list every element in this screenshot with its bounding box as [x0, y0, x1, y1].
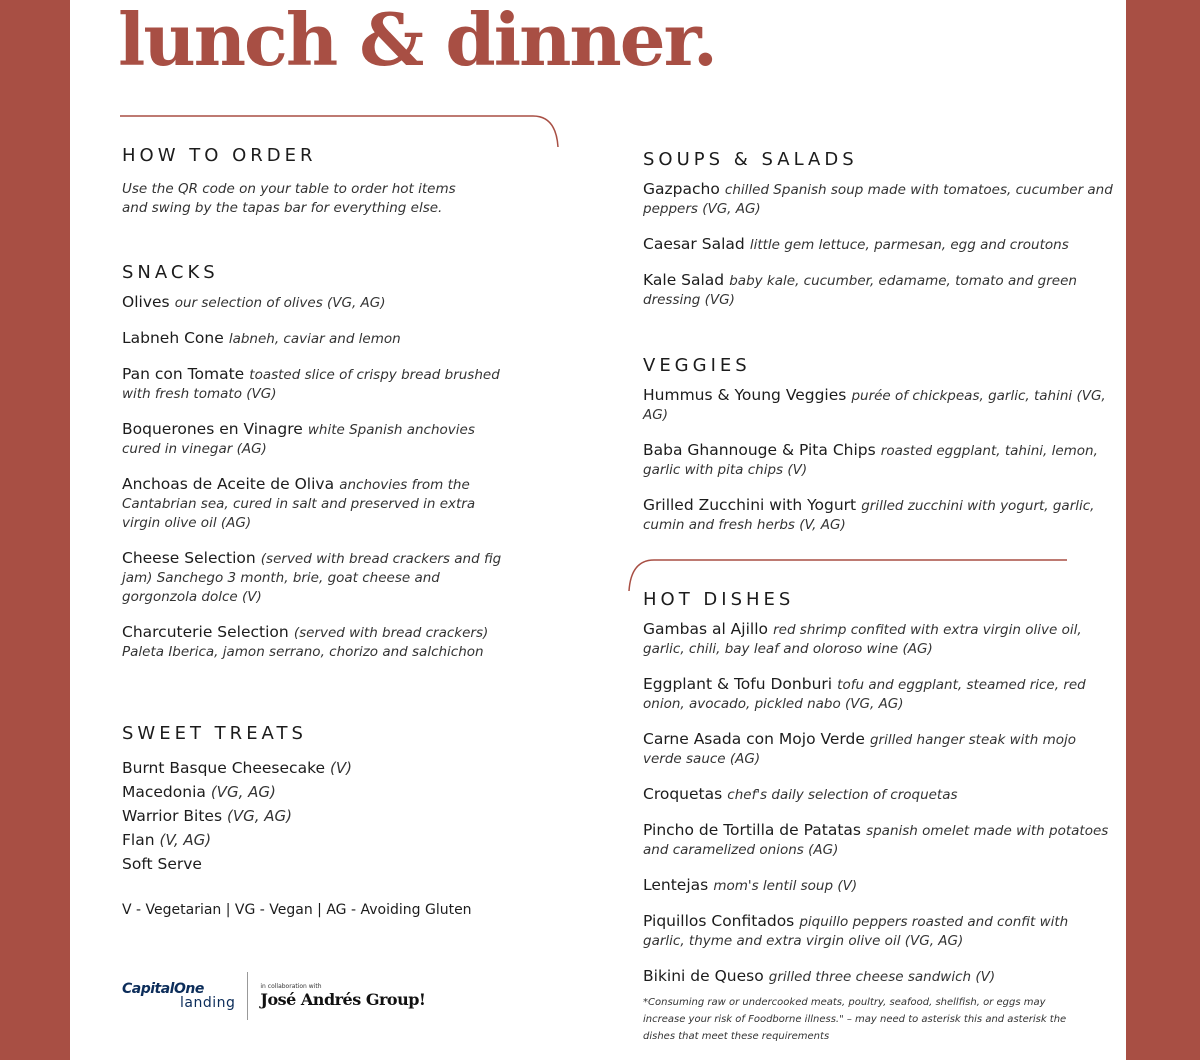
item-name: Piquillos Confitados [643, 912, 795, 930]
divider-arc-top [118, 113, 563, 149]
item-name: Kale Salad [643, 271, 725, 289]
menu-item [643, 386, 1113, 424]
menu-item [122, 756, 502, 780]
how-to-order-line: Use the QR code on your table to order hot items [122, 181, 456, 197]
section-heading: SWEET TREATS [122, 723, 307, 744]
item-name: Burnt Basque Cheesecake [122, 759, 326, 777]
item-desc: chilled Spanish soup made with tomatoes, cucumber and peppers (VG, AG) [643, 182, 1113, 217]
item-desc: anchovies from the Cantabrian sea, cured in salt and preserved in extra virgin olive oil (AG) [122, 477, 476, 531]
item-name: Labneh Cone [122, 329, 224, 347]
menu-item [122, 420, 502, 458]
item-desc: mom's lentil soup (V) [713, 878, 858, 894]
item-name: Caesar Salad [643, 235, 745, 253]
item-name: Gambas al Ajillo [643, 620, 768, 638]
veggies-section [643, 355, 1113, 534]
dietary-legend: V - Vegetarian | VG - Vegan | AG - Avoiding Gluten [122, 902, 472, 918]
menu-item [122, 828, 502, 852]
section-heading: HOT DISHES [643, 589, 795, 610]
item-name: Croquetas [643, 785, 723, 803]
item-desc: (V, AG) [159, 831, 212, 849]
sweet-treats-section [122, 723, 502, 918]
section-heading: VEGGIES [643, 355, 751, 376]
item-name: Soft Serve [122, 855, 202, 873]
item-desc: red shrimp confited with extra virgin olive oil, garlic, chili, bay leaf and oloroso wine (AG) [643, 622, 1082, 657]
item-desc: (served with bread crackers and fig jam) Sanchego 3 month, brie, goat cheese and gorgonzola dolce (V) [122, 551, 502, 605]
capital-one-logo [122, 981, 235, 1011]
item-desc: roasted eggplant, tahini, lemon, garlic with pita chips (V) [643, 443, 1098, 478]
item-desc: little gem lettuce, parmesan, egg and croutons [749, 237, 1069, 253]
menu-item [643, 785, 1113, 804]
jose-andres-group-wordmark: José Andrés Group! [260, 990, 426, 1009]
section-heading: SOUPS & SALADS [643, 149, 858, 170]
menu-item [643, 271, 1113, 309]
how-to-order-section [122, 145, 502, 218]
food-safety-disclaimer: *Consuming raw or undercooked meats, poultry, seafood, shellfish, or eggs may increase your risk of Foodborne illness." – may need to asterisk this and asterisk the dishes that meet these requirements [643, 997, 1067, 1042]
item-desc: tofu and eggplant, steamed rice, red onion, avocado, pickled nabo (VG, AG) [643, 677, 1086, 712]
item-name: Boquerones en Vinagre [122, 420, 303, 438]
menu-item [643, 912, 1113, 950]
menu-item [122, 852, 502, 876]
menu-item [122, 293, 502, 312]
landing-wordmark: landing [180, 995, 236, 1011]
item-desc: baby kale, cucumber, edamame, tomato and green dressing (VG) [643, 273, 1077, 308]
menu-item [643, 620, 1113, 658]
item-desc: grilled three cheese sandwich (V) [768, 969, 996, 985]
menu-item [122, 623, 502, 661]
item-name: Flan [122, 831, 155, 849]
how-to-order-line: and swing by the tapas bar for everything else. [122, 200, 443, 216]
menu-item [122, 804, 502, 828]
menu-item [643, 441, 1113, 479]
menu-item [122, 329, 502, 348]
item-desc: (VG, AG) [226, 807, 292, 825]
item-desc: (VG, AG) [210, 783, 276, 801]
menu-item [643, 675, 1113, 713]
item-desc: white Spanish anchovies cured in vinegar (AG) [122, 422, 475, 457]
item-desc: our selection of olives (VG, AG) [174, 295, 386, 311]
menu-item [122, 475, 502, 532]
item-desc: (V) [329, 759, 352, 777]
menu-item [643, 967, 1113, 986]
item-desc: grilled hanger steak with mojo verde sauce (AG) [643, 732, 1076, 767]
item-name: Cheese Selection [122, 549, 256, 567]
capital-one-wordmark: CapitalOne [122, 981, 204, 997]
menu-item [122, 549, 502, 606]
item-desc: piquillo peppers roasted and confit with garlic, thyme and extra virgin olive oil (VG, AG) [643, 914, 1069, 949]
menu-item [643, 876, 1113, 895]
jose-andres-group-logo [260, 983, 425, 1009]
right-column [643, 149, 1113, 1045]
item-desc: spanish omelet made with potatoes and caramelized onions (AG) [643, 823, 1109, 858]
item-name: Baba Ghannouge & Pita Chips [643, 441, 876, 459]
menu-item [643, 180, 1113, 218]
item-name: Olives [122, 293, 170, 311]
menu-item [122, 365, 502, 403]
item-desc: grilled zucchini with yogurt, garlic, cumin and fresh herbs (V, AG) [643, 498, 1095, 533]
menu-item [643, 496, 1113, 534]
section-heading: HOW TO ORDER [122, 145, 317, 166]
item-desc: purée of chickpeas, garlic, tahini (VG, AG) [643, 388, 1106, 423]
item-desc: toasted slice of crispy bread brushed with fresh tomato (VG) [122, 367, 500, 402]
menu-item [643, 730, 1113, 768]
collab-label: in collaboration with [260, 983, 322, 990]
menu-item [122, 780, 502, 804]
item-name: Pincho de Tortilla de Patatas [643, 821, 861, 839]
section-heading: SNACKS [122, 262, 219, 283]
left-column [122, 145, 502, 918]
item-name: Gazpacho [643, 180, 720, 198]
item-name: Macedonia [122, 783, 206, 801]
item-name: Grilled Zucchini with Yogurt [643, 496, 857, 514]
item-name: Warrior Bites [122, 807, 223, 825]
soups-salads-section [643, 149, 1113, 309]
hot-dishes-section [643, 589, 1113, 1045]
item-desc: chef's daily selection of croquetas [727, 787, 958, 803]
item-name: Eggplant & Tofu Donburi [643, 675, 833, 693]
menu-item [643, 821, 1113, 859]
logo-divider [247, 972, 248, 1020]
how-to-order-text [122, 180, 502, 218]
item-name: Hummus & Young Veggies [643, 386, 847, 404]
item-name: Lentejas [643, 876, 709, 894]
item-desc: labneh, caviar and lemon [228, 331, 401, 347]
page-title: lunch & dinner. [118, 0, 716, 82]
item-name: Pan con Tomate [122, 365, 245, 383]
item-name: Bikini de Queso [643, 967, 764, 985]
menu-item [643, 235, 1113, 254]
item-desc: (served with bread crackers) Paleta Iberica, jamon serrano, chorizo and salchichon [122, 625, 489, 660]
item-name: Anchoas de Aceite de Oliva [122, 475, 335, 493]
snacks-section [122, 262, 502, 661]
item-name: Carne Asada con Mojo Verde [643, 730, 865, 748]
footer-logos [122, 972, 425, 1020]
item-name: Charcuterie Selection [122, 623, 289, 641]
